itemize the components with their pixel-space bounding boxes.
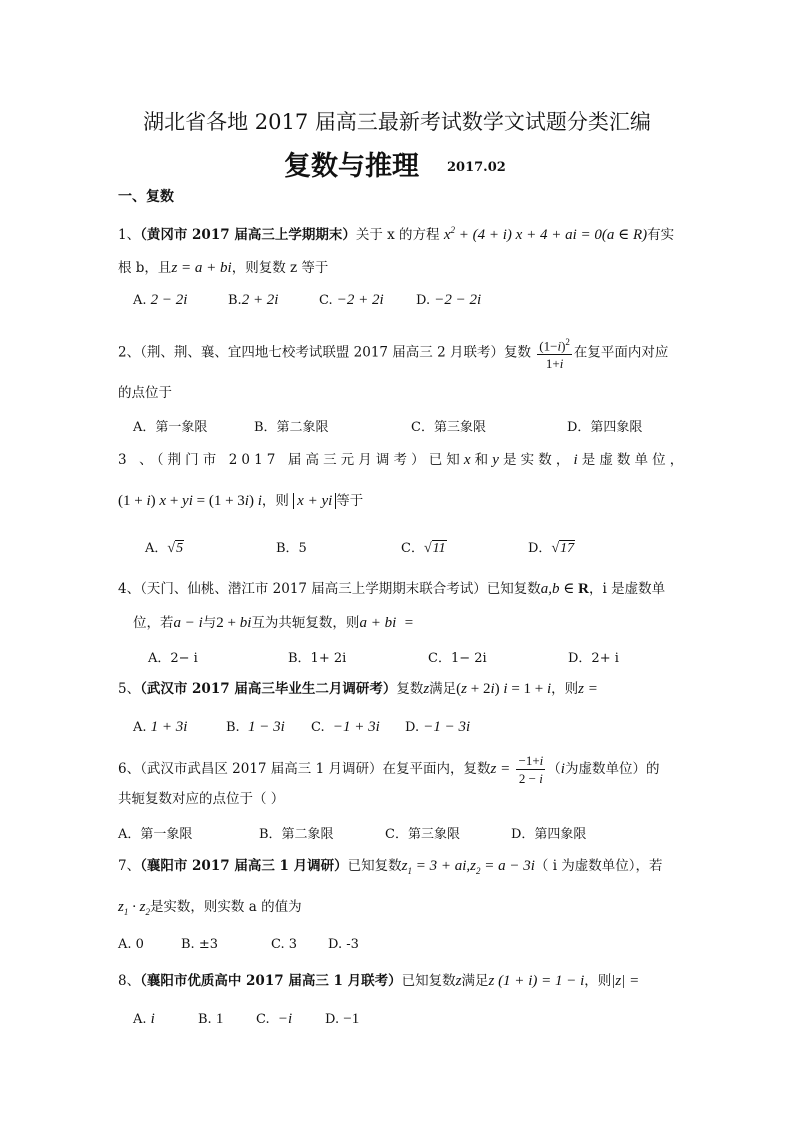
option-c[interactable]: C. 3 — [271, 937, 298, 952]
question-7-number: 7、 — [118, 858, 141, 874]
question-2-line-2: 的点位于 — [118, 385, 172, 401]
document-date: 2017.02 — [447, 160, 506, 175]
question-1-z-def: z = a + bi — [171, 260, 232, 276]
question-6-line-1: 6、（武汉市武昌区 2017 届高三 1 月调研）在复平面内，复数z = $\frac{-1+i}{2 - i}$ （i为虚数单位）的 — [118, 753, 660, 786]
option-a[interactable]: A．第一象限 — [118, 827, 193, 842]
question-6-number: 6、 — [118, 761, 141, 777]
question-3-stem-d: 是虚数单位， — [581, 452, 688, 468]
question-4-line-2: 位，若a − i与2 + bi互为共轭复数，则a + bi = — [133, 615, 414, 631]
question-6-stem-a: 在复平面内，复数 — [382, 761, 491, 777]
question-1-stem-a: 关于 x 的方程 — [355, 227, 440, 243]
question-8-stem-a: 已知复数 — [401, 973, 456, 989]
question-1-number: 1、 — [118, 227, 141, 243]
question-3-stem-f: 等于 — [336, 493, 364, 509]
question-2-stem-b: 在复平面内对应 — [573, 344, 669, 361]
question-2-line-1 — [118, 334, 668, 372]
option-d[interactable]: D. −1 — [325, 1011, 360, 1027]
question-6-fraction: $\frac{-1+i}{2 - i}$ — [518, 753, 544, 786]
option-a[interactable]: A．√5 — [145, 541, 184, 556]
question-6-stem-c: 为虚数单位）的 — [564, 761, 660, 777]
question-4-stem-c: 位，若 — [133, 615, 174, 631]
question-5-line-1: 5、（武汉市 2017 届高三毕业生二月调研考）复数z满足(z + 2i) i = 1 + i，则z = — [118, 681, 598, 697]
question-3-stem-a: 已知 — [428, 452, 464, 468]
question-1-stem-b: 有实 — [647, 227, 675, 243]
question-3-stem-c: 是实数， — [503, 452, 574, 468]
question-5-stem-b: 满足 — [429, 681, 457, 697]
question-1-stem-d: ，则复数 z 等于 — [231, 260, 329, 276]
question-7-stem-a: 已知复数 — [347, 858, 402, 874]
question-3-line-2 — [118, 492, 363, 510]
question-4-stem-d: 与 — [202, 615, 217, 631]
question-7-line-1: 7、（襄阳市 2017 届高三 1 月调研）已知复数$z_1 = 3 + ai,z_2 = a - 3i$（ i 为虚数单位），若 — [118, 858, 663, 876]
question-1-line-2 — [118, 259, 328, 277]
question-1-stem-c: 根 b，且 — [118, 260, 172, 276]
question-8-stem-c: ，则 — [584, 973, 612, 989]
subtitle-text: 复数与推理 — [284, 151, 419, 182]
option-d[interactable]: D．2+ i — [568, 651, 619, 666]
question-1-line-1 — [118, 221, 674, 244]
option-d[interactable]: D. −2 − 2i — [416, 292, 482, 308]
option-a[interactable]: A. 2 − 2i — [133, 292, 188, 308]
option-b[interactable]: B. ±3 — [181, 937, 218, 952]
option-b[interactable]: B．第二象限 — [254, 420, 329, 435]
question-2-number: 2、 — [118, 344, 141, 361]
option-a[interactable]: A．2− i — [148, 651, 198, 666]
option-b[interactable]: B．第二象限 — [259, 827, 334, 842]
question-3-source: （荆门市 2017 届高三元月调考） — [156, 452, 429, 468]
option-a[interactable]: A. i — [133, 1011, 155, 1027]
question-7-stem-c: 是实数，则实数 a 的值为 — [149, 899, 302, 915]
question-4-stem-e: 互为共轭复数，则 — [251, 615, 360, 631]
option-b[interactable]: B.2 + 2i — [228, 292, 279, 308]
option-a[interactable]: A. 0 — [118, 937, 144, 952]
question-7-source: （襄阳市 2017 届高三 1 月调研） — [140, 858, 348, 874]
question-3-modulus: x + yi — [293, 493, 336, 509]
question-8-line-1: 8、（襄阳市优质高中 2017 届高三 1 月联考）已知复数z满足z (1 + i) = 1 − i，则|z| = — [118, 973, 640, 989]
option-c[interactable]: C. −2 + 2i — [319, 292, 384, 308]
option-c[interactable]: C．第三象限 — [385, 827, 460, 842]
question-3-number: 3 、 — [118, 452, 157, 468]
question-2-source: （荆、荆、襄、宜四地七校考试联盟 2017 届高三 2 月联考） — [140, 344, 504, 361]
option-b[interactable]: B. 1 — [198, 1011, 224, 1027]
question-6-line-2: 共轭复数对应的点位于（ ） — [118, 791, 285, 807]
question-8-stem-b: 满足 — [461, 973, 489, 989]
question-5-stem-c: ，则 — [551, 681, 579, 697]
option-d[interactable]: D. -3 — [328, 937, 359, 952]
question-5-stem-a: 复数 — [396, 681, 424, 697]
option-b[interactable]: B．1+ 2i — [288, 651, 347, 666]
question-6-source: （武汉市武昌区 2017 届高三 1 月调研） — [140, 761, 383, 777]
question-7-stem-b: （ i 为虚数单位），若 — [534, 858, 663, 874]
option-d[interactable]: D．第四象限 — [511, 827, 587, 842]
option-b[interactable]: B. 1 − 3i — [226, 719, 285, 735]
option-d[interactable]: D．√17 — [528, 541, 575, 556]
question-4-number: 4、 — [118, 581, 141, 597]
question-8-source: （襄阳市优质高中 2017 届高三 1 月联考） — [140, 973, 402, 989]
option-a[interactable]: A. 1 + 3i — [133, 719, 188, 735]
question-4-source: （天门、仙桃、潜江市 2017 届高三上学期期末联合考试） — [140, 581, 487, 597]
question-3-line-1: 3 、（荆门市 2017 届高三元月调考）已知x和y是实数，i是虚数单位， — [118, 452, 688, 468]
question-2-stem-a: 复数 — [503, 344, 531, 361]
option-a[interactable]: A．第一象限 — [133, 420, 208, 435]
question-5-number: 5、 — [118, 681, 141, 697]
question-2-fraction: $\frac{(1-i)^2}{1+i}$ — [537, 334, 572, 372]
question-4-stem-b: ，i 是虚数单 — [589, 581, 666, 597]
option-c[interactable]: C．√11 — [401, 541, 446, 556]
option-c[interactable]: C. −1 + 3i — [311, 719, 380, 735]
option-d[interactable]: D．第四象限 — [567, 420, 643, 435]
option-c[interactable]: C. −i — [256, 1011, 293, 1027]
option-c[interactable]: C．第三象限 — [411, 420, 486, 435]
question-1-source: （黄冈市 2017 届高三上学期期末） — [140, 227, 356, 243]
question-7-line-2: $z_1 \cdot z_2$是实数，则实数 a 的值为 — [118, 899, 302, 917]
document-title: 湖北省各地 2017 届高三最新考试数学文试题分类汇编 — [143, 110, 651, 134]
question-4-stem-a: 已知复数 — [486, 581, 541, 597]
question-3-stem-b: 和 — [474, 452, 493, 468]
question-1-equation: $x^2 + (4 + i) x + 4$ + ai = 0(a ∈ R) — [443, 225, 648, 243]
question-3-equation: (1 + i) x + yi = (1 + 3i) i — [118, 493, 262, 509]
section-heading: 一、复数 — [118, 189, 174, 205]
option-d[interactable]: D. −1 − 3i — [405, 719, 471, 735]
question-3-stem-e: ，则 — [261, 493, 289, 509]
question-8-number: 8、 — [118, 973, 141, 989]
document-subtitle — [284, 144, 506, 183]
question-4-line-1: 4、（天门、仙桃、潜江市 2017 届高三上学期期末联合考试）已知复数a,b ∈ R，i 是虚数单 — [118, 581, 666, 597]
option-b[interactable]: B．5 — [276, 541, 307, 556]
option-c[interactable]: C．1− 2i — [428, 651, 487, 666]
question-5-source: （武汉市 2017 届高三毕业生二月调研考） — [140, 681, 397, 697]
question-6-stem-b: （ — [547, 761, 561, 777]
